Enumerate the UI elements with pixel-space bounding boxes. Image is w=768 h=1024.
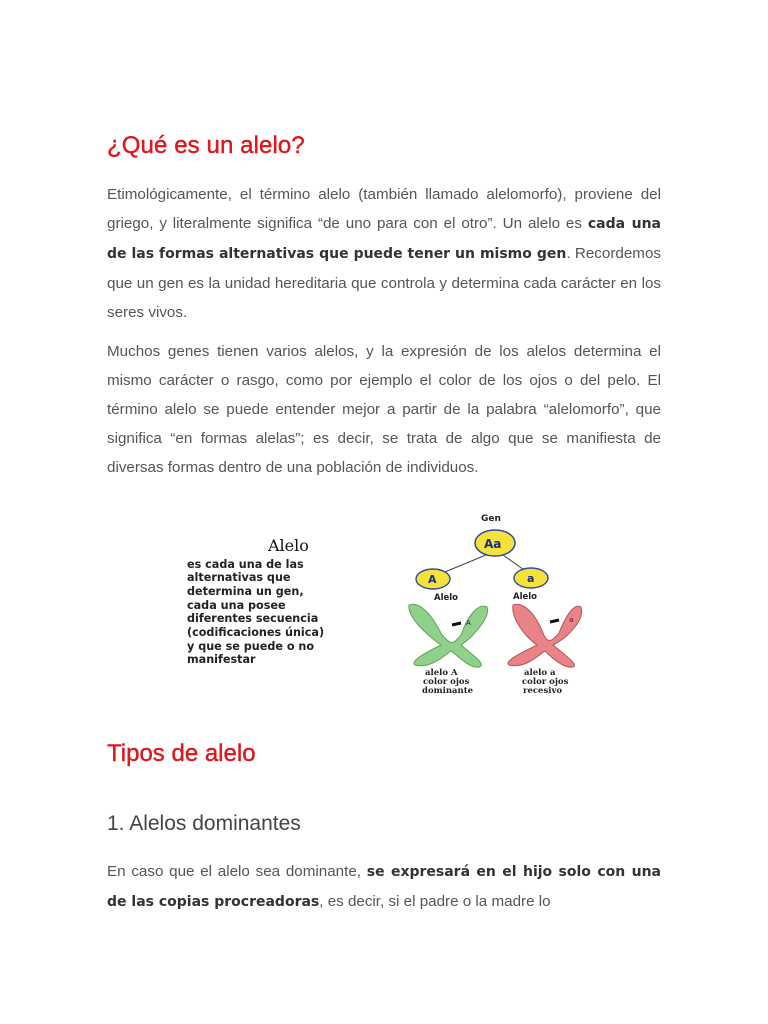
definition-line: determina un gen, [187,585,304,598]
paragraph-dominant [107,857,661,917]
gen-label: Gen [481,514,501,524]
definition-line: (codificaciones única) [187,626,325,639]
paragraph-bold-text: se expresará en el hijo solo con una de las copias procreadoras [107,864,661,910]
marker-line-right [550,620,559,622]
caption-line: alelo A [425,668,458,678]
definition-line: cada una posee [187,599,286,612]
alelo-label-left: Alelo [434,593,459,603]
marker-label-right: a [569,616,574,624]
alelo-label-right: Alelo [513,592,538,602]
caption-line: color ojos [522,677,569,687]
allele-figure [161,505,585,705]
figure-title: Alelo [268,536,309,555]
definition-line: alternativas que [187,571,291,584]
chromosome-green [409,604,488,667]
definition-line: y que se puede o no [187,640,315,653]
marker-line-left [452,623,461,625]
paragraph-bold-text: cada una de las formas alternativas que puede tener un mismo gen [107,216,661,262]
allele-letter-left: A [428,573,437,586]
paragraph-text: Etimológicamente, el término alelo (también llamado alelomorfo), proviene del griego, y literalmente significa “de uno para con el otro”. Un alelo es [107,186,661,232]
figure-definition [187,558,324,666]
paragraph-alleles: Muchos genes tienen varios alelos, y la expresión de los alelos determina el mismo carácter o rasgo, como por ejemplo el color de los ojos o del pelo. El término alelo se puede entender mejor a partir de la palabra “alelomorfo”, que significa “en formas alelas”; es decir, se trata de algo que se manifiesta de diversas formas dentro de una población de individuos. [107,343,661,476]
caption-line: recesivo [523,686,563,696]
caption-line: dominante [422,686,474,696]
allele-letter-right: a [527,572,535,585]
gen-value: Aa [484,537,502,551]
paragraph-text: , es decir, si el padre o la madre lo [319,893,551,910]
caption-left [422,668,474,696]
paragraph-text: . Recordemos que un gen es la unidad hereditaria que controla y determina cada carácter en los seres vivos. [107,245,661,321]
section-title-types: Tipos de alelo [107,740,256,767]
caption-right [522,668,569,696]
caption-line: alelo a [524,668,556,678]
definition-line: diferentes secuencia [187,612,319,625]
tree-branch-left [440,555,486,574]
section-title: ¿Qué es un alelo? [107,132,305,159]
definition-line: es cada una de las [187,558,304,571]
caption-line: color ojos [423,677,470,687]
definition-line: manifestar [187,653,256,666]
subsection-title: 1. Alelos dominantes [107,812,301,835]
paragraph-text: En caso que el alelo sea dominante, [107,863,367,880]
paragraph-intro [107,180,661,327]
chromosome-red [508,604,582,667]
marker-label-left: A [466,619,471,627]
